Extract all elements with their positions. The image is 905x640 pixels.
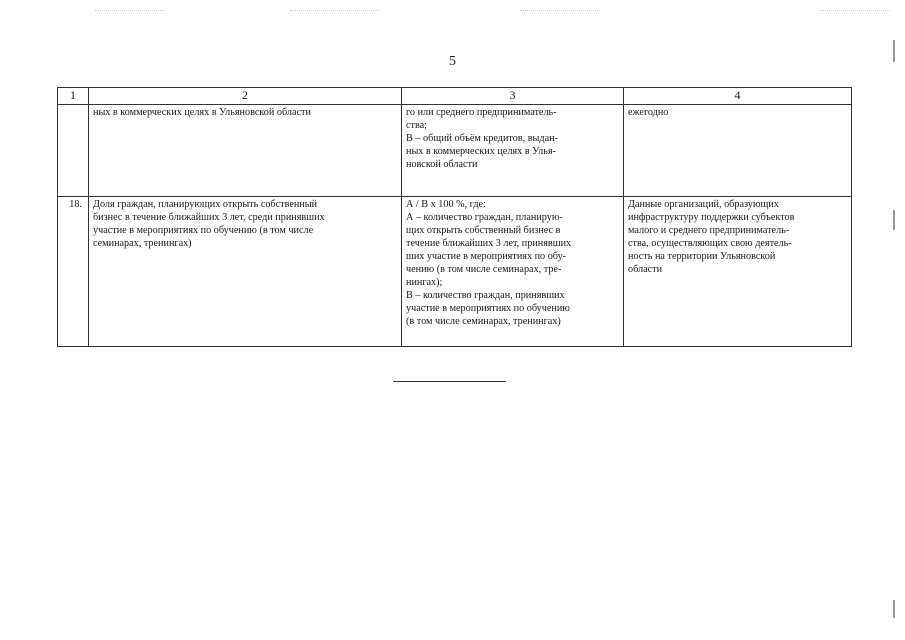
scan-artifact-top xyxy=(290,10,380,13)
formula-cell xyxy=(402,197,624,347)
column-number: 3 xyxy=(402,88,624,105)
row-number: 18. xyxy=(58,197,89,347)
scan-artifact-top xyxy=(95,10,165,13)
page-number: 5 xyxy=(449,54,456,69)
source-cell xyxy=(624,105,852,197)
formula-line: ных в коммерческих целях в Улья- xyxy=(406,146,556,157)
column-number: 2 xyxy=(89,88,402,105)
indicator-cell xyxy=(89,105,402,197)
formula-cell xyxy=(402,105,624,197)
formula-line: нингах); xyxy=(406,277,443,288)
row-number xyxy=(58,105,89,197)
formula-line: В – общий объём кредитов, выдан- xyxy=(406,133,558,144)
column-number: 4 xyxy=(624,88,852,105)
formula-line: участие в мероприятиях по обучению xyxy=(406,303,570,314)
formula-line: щих открыть собственный бизнес в xyxy=(406,225,561,236)
formula-line: го или среднего предприниматель- xyxy=(406,107,557,118)
source-line: Данные организаций, образующих xyxy=(628,199,779,210)
end-separator-line xyxy=(393,381,506,382)
indicator-table xyxy=(57,87,852,347)
table-row xyxy=(58,197,852,347)
source-line: ность на территории Ульяновской xyxy=(628,251,776,262)
table-row xyxy=(58,105,852,197)
formula-line: ших участие в мероприятиях по обу- xyxy=(406,251,567,262)
source-cell xyxy=(624,197,852,347)
formula-line: А – количество граждан, планирую- xyxy=(406,212,563,223)
formula-line: течение ближайших 3 лет, принявших xyxy=(406,238,572,249)
formula-line: В – количество граждан, принявших xyxy=(406,290,565,301)
scan-artifact-edge xyxy=(893,210,895,230)
formula-line: чению (в том числе семинарах, тре- xyxy=(406,264,562,275)
indicator-line: Доля граждан, планирующих открыть собственный xyxy=(93,199,318,210)
source-line: инфраструктуру поддержки субъектов xyxy=(628,212,795,223)
scan-artifact-edge xyxy=(893,600,895,618)
source-line: области xyxy=(628,264,663,275)
indicator-line: ных в коммерческих целях в Ульяновской области xyxy=(93,107,311,118)
source-line: ежегодно xyxy=(628,107,669,118)
source-line: ства, осуществляющих свою деятель- xyxy=(628,238,792,249)
indicator-line: семинарах, тренингах) xyxy=(93,238,192,249)
formula-line: ства; xyxy=(406,120,428,131)
indicator-cell xyxy=(89,197,402,347)
scan-artifact-top xyxy=(520,10,600,13)
formula-line: новской области xyxy=(406,159,478,170)
formula-line: (в том числе семинарах, тренингах) xyxy=(406,316,561,327)
column-number: 1 xyxy=(58,88,89,105)
indicator-line: бизнес в течение ближайших 3 лет, среди принявших xyxy=(93,212,325,223)
column-number-row xyxy=(58,88,852,105)
indicator-line: участие в мероприятиях по обучению (в том числе xyxy=(93,225,314,236)
formula-line: А / В х 100 %, где: xyxy=(406,199,486,210)
source-line: малого и среднего предприниматель- xyxy=(628,225,790,236)
scan-artifact-top xyxy=(820,10,890,13)
